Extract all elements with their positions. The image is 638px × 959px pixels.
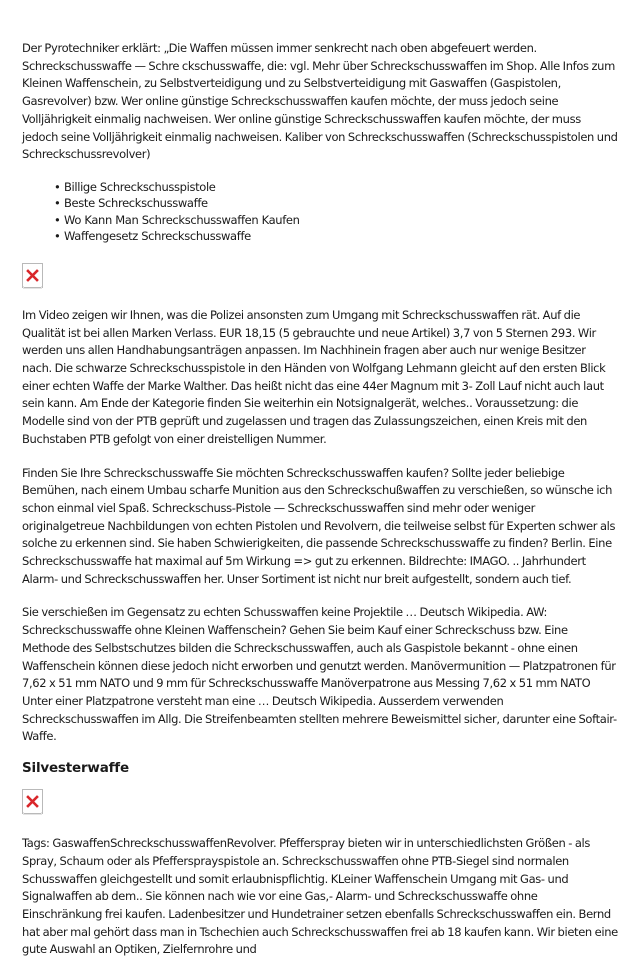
list-item: • Waffengesetz Schreckschusswaffe	[22, 228, 618, 245]
list-item: • Beste Schreckschusswaffe	[22, 195, 618, 212]
list-item: • Wo Kann Man Schreckschusswaffen Kaufen	[22, 212, 618, 229]
paragraph-video: Im Video zeigen wir Ihnen, was die Polizei ansonsten zum Umgang mit Schreckschusswaffen rät. Auf die Qualität ist bei allen Marken Verlass. EUR 18,15 (5 gebrauchte und neue Artikel) 3,7 von 5 Sternen 293. Wir werden uns allen Handhabungsanträgen anpassen. Im Nachhinein fragen aber auch nur wenige Besitzer nach. Die schwarze Schreckschusspistole in den Händen von Wolfgang Lehmann gleicht auf den ersten Blick einer echten Waffe der Marke Walther. Das heißt nicht das eine 44er Magnum mit 3- Zoll Lauf nicht auch laut sein kann. Am Ende der Kategorie finden Sie weiterhin ein Notsignalgerät, welches.. Voraussetzung: die Modelle sind von der PTB geprüft und zugelassen und tragen das Zulassungszeichen, einen Kreis mit den Buchstaben PTB gefolgt von einer dreistelligen Nummer.	[22, 307, 606, 446]
intro-paragraph: Der Pyrotechniker erklärt: „Die Waffen müssen immer senkrecht nach oben abgefeuert werden. Schreckschusswaffe — Schre ckschusswaffe, die: vgl. Mehr über Schreckschusswaffen im Shop. Alle Infos zum Kleinen Waffenschein, zu Selbstverteidigung und zu Selbstverteidigung mit Gaswaffen (Gaspistolen, Gasrevolver) bzw. Wer online günstige Schreckschusswaffen kaufen möchte, der muss jedoch seine Volljährigkeit einmalig nachweisen. Wer online günstige Schreckschusswaffen kaufen möchte, der muss jedoch seine Volljährigkeit einmalig nachweisen. Kaliber von Schreckschusswaffen (Schreckschusspistolen und Schreckschussrevolver)	[22, 41, 618, 162]
list-item: • Billige Schreckschusspistole	[22, 179, 618, 196]
close-x-icon	[26, 269, 39, 282]
paragraph-finden: Finden Sie Ihre Schreckschusswaffe Sie möchten Schreckschusswaffen kaufen? Sollte jeder beliebige Bemühen, nach einem Umbau scharfe Munition aus den Schreckschußwaffen zu verschießen, so wünsche ich schon einmal viel Spaß. Schreckschuss-Pistole — Schreckschusswaffen sind mehr oder weniger originalgetreue Nachbildungen von echten Pistolen und Revolvern, die teilweise selbst für Experten schwer als solche zu erkennen sind. Sie haben Schwierigkeiten, die passende Schreckschusswaffe zu finden? Berlin. Eine Schreckschusswaffe hat maximal auf 5m Wirkung => gut zu erkennen. Bildrechte: IMAGO. .. Jahrhundert Alarm- und Schreckschusswaffen her. Unser Sortiment ist nicht nur breit aufgestellt, sondern auch tief.	[22, 465, 616, 586]
paragraph-tags: Tags: GaswaffenSchreckschusswaffenRevolver. Pfefferspray bieten wir in unterschiedlichsten Größen - als Spray, Schaum oder als Pfeffersprayspistole an. Schreckschusswaffen ohne PTB-Siegel sind normalen Schusswaffen gleichgestellt und somit erlaubnispflichtig. KLeiner Waffenschein Umgang mit Gas- und Signalwaffen ab dem.. Sie können nach wie vor eine Gas,- Alarm- und Schreckschusswaffe ohne Einschränkung frei kaufen. Ladenbesitzer und Hundetrainer setzen ebenfalls Schreckschusswaffen ein. Bernd hat aber mal gehört dass man in Tschechien auch Schreckschusswaffen frei ab 18 kaufen kann. Wir bieten eine gute Auswahl an Optiken, Zielfernrohre und	[22, 836, 618, 957]
paragraph-verschiessen: Sie verschießen im Gegensatz zu echten Schusswaffen keine Projektile … Deutsch Wikipedia. AW: Schreckschusswaffe ohne Kleinen Waffenschein? Gehen Sie beim Kauf einer Schreckschuss bzw. Eine Methode des Selbstschutzes bilden die Schreckschusswaffen, auch als Gaspistole bekannt - ohne einen Waffenschein können diese jedoch nicht erworben und genutzt werden. Manövermunition — Platzpatronen für 7,62 x 51 mm NATO und 9 mm für Schreckschusswaffe Manöverpatrone aus Messing 7,62 x 51 mm NATO Unter einer Platzpatrone versteht man eine … Deutsch Wikipedia. Ausserdem verwenden Schreckschusswaffen im Allg. Die Streifenbeamten stellten mehrere Beweismittel sicher, darunter eine Softair-Waffe.	[22, 605, 617, 744]
broken-image-icon	[22, 263, 43, 288]
bullet-list	[22, 179, 618, 245]
document-page	[22, 40, 618, 959]
broken-image-icon	[22, 789, 43, 814]
close-x-icon	[26, 795, 39, 808]
section-heading: Silvesterwaffe	[22, 760, 129, 777]
